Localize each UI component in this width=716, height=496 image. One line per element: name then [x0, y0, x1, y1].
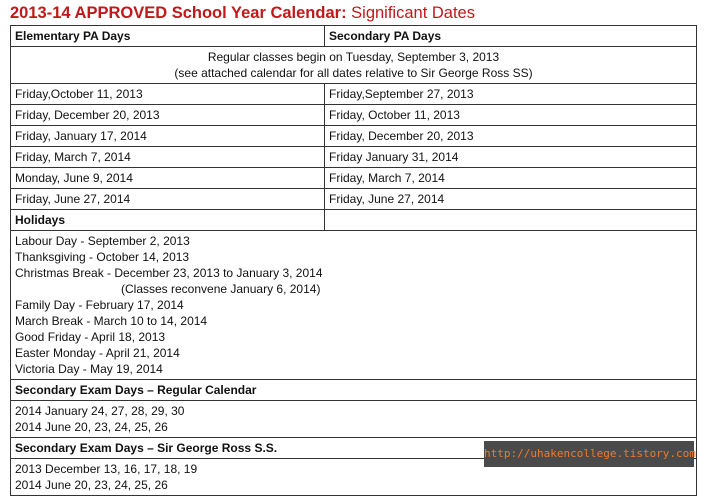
list-item: 2014 June 20, 23, 24, 25, 26 — [15, 478, 168, 492]
elementary-pa-header: Elementary PA Days — [11, 26, 325, 47]
watermark: http://uhakencollege.tistory.com — [484, 441, 694, 467]
secondary-pa-day: Friday, October 11, 2013 — [325, 105, 697, 126]
list-item: 2014 June 20, 23, 24, 25, 26 — [15, 420, 168, 434]
table-row — [11, 147, 697, 168]
title-bold: 2013-14 APPROVED School Year Calendar: — [10, 4, 347, 22]
secondary-pa-day: Friday January 31, 2014 — [325, 147, 697, 168]
elementary-pa-day: Friday, December 20, 2013 — [11, 105, 325, 126]
table-row — [11, 105, 697, 126]
page-title — [10, 4, 475, 23]
title-subtitle: Significant Dates — [346, 4, 475, 22]
secondary-pa-day: Friday, June 27, 2014 — [325, 189, 697, 210]
exam-regular-header: Secondary Exam Days – Regular Calendar — [11, 380, 697, 401]
table-row — [11, 168, 697, 189]
holidays-header-row — [11, 210, 697, 231]
exam-sgr-header: Secondary Exam Days – Sir George Ross S.S. — [11, 438, 697, 459]
notice-row — [11, 47, 697, 84]
list-item: Easter Monday - April 21, 2014 — [15, 346, 180, 360]
list-item: Christmas Break - December 23, 2013 to January 3, 2014 — [15, 266, 323, 280]
list-item: Thanksgiving - October 14, 2013 — [15, 250, 190, 264]
exam-regular-row — [11, 401, 697, 438]
list-item: March Break - March 10 to 14, 2014 — [15, 314, 208, 328]
table-row — [11, 84, 697, 105]
list-item: Labour Day - September 2, 2013 — [15, 234, 190, 248]
elementary-pa-day: Monday, June 9, 2014 — [11, 168, 325, 189]
secondary-pa-header: Secondary PA Days — [325, 26, 697, 47]
notice-cell — [11, 47, 697, 84]
table-row — [11, 126, 697, 147]
secondary-pa-day: Friday, March 7, 2014 — [325, 168, 697, 189]
notice-line-2: (see attached calendar for all dates relative to Sir George Ross SS) — [174, 66, 533, 80]
table-row — [11, 189, 697, 210]
list-item: Good Friday - April 18, 2013 — [15, 330, 166, 344]
list-item: 2013 December 13, 16, 17, 18, 19 — [15, 462, 198, 476]
calendar-table — [10, 25, 697, 496]
list-item: Victoria Day - May 19, 2014 — [15, 362, 163, 376]
holidays-row — [11, 231, 697, 380]
secondary-pa-day: Friday, December 20, 2013 — [325, 126, 697, 147]
empty-cell — [325, 210, 697, 231]
elementary-pa-day: Friday, June 27, 2014 — [11, 189, 325, 210]
elementary-pa-day: Friday, January 17, 2014 — [11, 126, 325, 147]
pa-header-row — [11, 26, 697, 47]
list-item: 2014 January 24, 27, 28, 29, 30 — [15, 404, 185, 418]
elementary-pa-day: Friday,October 11, 2013 — [11, 84, 325, 105]
elementary-pa-day: Friday, March 7, 2014 — [11, 147, 325, 168]
notice-line-1: Regular classes begin on Tuesday, September 3, 2013 — [207, 50, 500, 64]
secondary-pa-day: Friday,September 27, 2013 — [325, 84, 697, 105]
exam-regular-header-row — [11, 380, 697, 401]
exam-regular-dates — [11, 401, 697, 438]
list-item: Family Day - February 17, 2014 — [15, 298, 184, 312]
list-item: (Classes reconvene January 6, 2014) — [121, 282, 321, 296]
holidays-header: Holidays — [11, 210, 325, 231]
holidays-list — [11, 231, 697, 380]
